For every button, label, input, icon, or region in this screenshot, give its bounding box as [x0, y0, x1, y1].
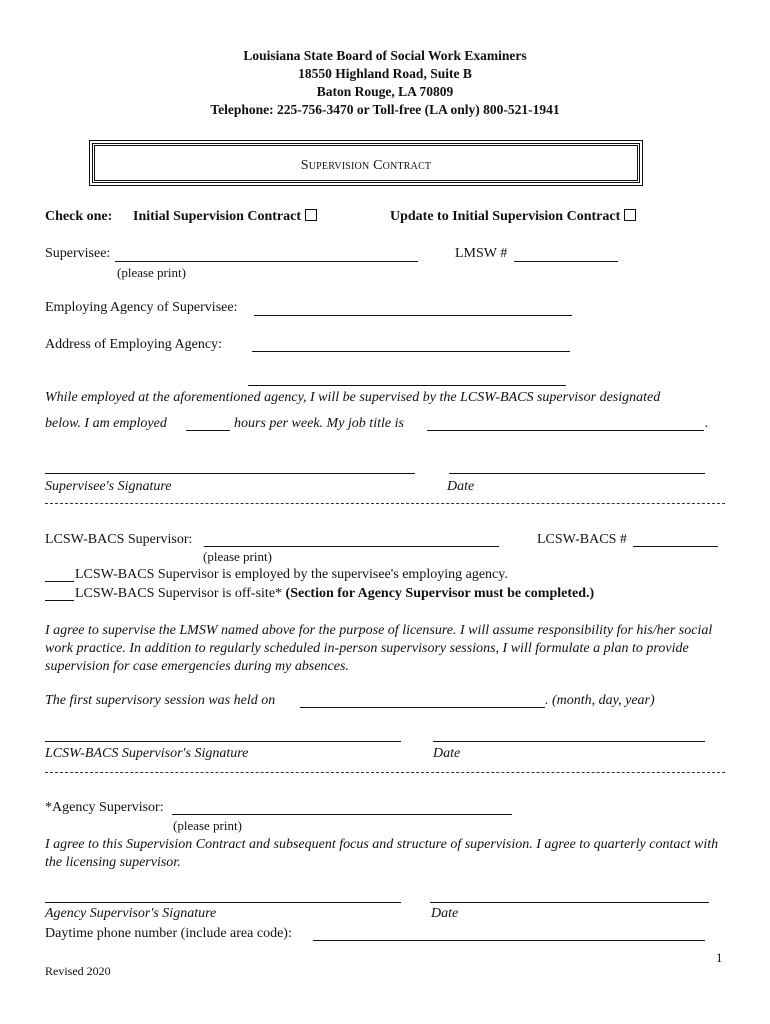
page-number: 1 — [716, 950, 723, 965]
supervisee-print-note: (please print) — [117, 265, 186, 280]
employing-agency-label: Employing Agency of Supervisee: — [45, 300, 238, 315]
agency-supervisor-date-field[interactable] — [430, 902, 709, 903]
supervisee-date-label: Date — [447, 479, 475, 494]
supervisor-label: LCSW-BACS Supervisor: — [45, 532, 193, 547]
agency-supervisor-print-note: (please print) — [173, 818, 242, 833]
employed-by-agency-label: LCSW-BACS Supervisor is employed by the supervisee's employing agency. — [75, 567, 508, 582]
statement-period: . — [705, 416, 709, 431]
supervisee-name-field[interactable] — [115, 261, 418, 262]
section-divider-1 — [45, 503, 725, 504]
employing-agency-field[interactable] — [254, 315, 572, 316]
agency-supervisor-signature-label: Agency Supervisor's Signature — [45, 906, 217, 921]
check-one-label: Check one: — [45, 209, 113, 224]
first-session-format: . (month, day, year) — [545, 693, 655, 708]
supervisor-date-field[interactable] — [433, 741, 705, 742]
agency-supervisor-name-field[interactable] — [172, 814, 512, 815]
lcsw-bacs-number-label: LCSW-BACS # — [537, 532, 627, 547]
lcsw-bacs-number-field[interactable] — [633, 546, 718, 547]
initial-contract-label: Initial Supervision Contract — [133, 209, 302, 224]
initial-contract-option[interactable] — [133, 209, 317, 225]
off-site-option — [75, 586, 594, 602]
employed-by-agency-check-field[interactable] — [45, 581, 74, 582]
agency-supervisor-date-label: Date — [431, 906, 459, 921]
agency-address-label: Address of Employing Agency: — [45, 337, 222, 352]
org-address-line1: 18550 Highland Road, Suite B — [298, 66, 472, 81]
supervisor-signature-label: LCSW-BACS Supervisor's Signature — [45, 746, 249, 761]
update-contract-checkbox[interactable] — [624, 209, 636, 221]
off-site-label: LCSW-BACS Supervisor is off-site* — [75, 586, 283, 601]
supervisee-statement-line2b: hours per week. My job title is — [234, 416, 404, 431]
hours-per-week-field[interactable] — [186, 430, 230, 431]
revised-date: Revised 2020 — [45, 964, 111, 978]
org-address-line2: Baton Rouge, LA 70809 — [316, 84, 454, 99]
job-title-field[interactable] — [427, 430, 704, 431]
update-contract-option[interactable] — [390, 209, 636, 225]
supervisee-date-field[interactable] — [449, 473, 705, 474]
agency-supervisor-signature-field[interactable] — [45, 902, 401, 903]
supervisor-name-field[interactable] — [204, 546, 499, 547]
supervisee-statement-line1: While employed at the aforementioned agency, I will be supervised by the LCSW-BACS supervisor designated — [45, 390, 661, 405]
supervisor-signature-field[interactable] — [45, 741, 401, 742]
off-site-note: (Section for Agency Supervisor must be completed.) — [285, 586, 595, 601]
agency-address-field-2[interactable] — [248, 385, 566, 386]
agency-address-field-1[interactable] — [252, 351, 570, 352]
first-session-date-field[interactable] — [300, 707, 545, 708]
daytime-phone-label: Daytime phone number (include area code): — [45, 926, 292, 941]
supervisor-print-note: (please print) — [203, 549, 272, 564]
org-name: Louisiana State Board of Social Work Examiners — [243, 48, 527, 63]
supervisor-agreement: I agree to supervise the LMSW named above for the purpose of licensure. I will assume responsibility for his/her social work practice. In addition to regularly scheduled in-person supervisory sessions, I will formulate a plan to provide supervision for case emergencies during my absences. — [45, 623, 713, 674]
supervisee-statement-line2a: below. I am employed — [45, 416, 167, 431]
lmsw-number-label: LMSW # — [455, 246, 508, 261]
daytime-phone-field[interactable] — [313, 940, 705, 941]
update-contract-label: Update to Initial Supervision Contract — [390, 209, 621, 224]
letterhead — [0, 47, 770, 119]
section-divider-2 — [45, 772, 725, 773]
initial-contract-checkbox[interactable] — [305, 209, 317, 221]
form-title: Supervision Contract — [300, 158, 432, 173]
org-phone: Telephone: 225-756-3470 or Toll-free (LA only) 800-521-1941 — [210, 102, 560, 117]
supervisee-signature-label: Supervisee's Signature — [45, 479, 172, 494]
first-session-label: The first supervisory session was held on — [45, 693, 276, 708]
lmsw-number-field[interactable] — [514, 261, 618, 262]
supervisee-signature-field[interactable] — [45, 473, 415, 474]
supervisee-label: Supervisee: — [45, 246, 111, 261]
supervisor-date-label: Date — [433, 746, 461, 761]
title-box — [92, 143, 640, 183]
agency-supervisor-agreement: I agree to this Supervision Contract and subsequent focus and structure of supervision. I agree to quarterly contact with the licensing supervisor. — [45, 837, 719, 870]
off-site-check-field[interactable] — [45, 600, 74, 601]
agency-supervisor-label: *Agency Supervisor: — [45, 800, 164, 815]
